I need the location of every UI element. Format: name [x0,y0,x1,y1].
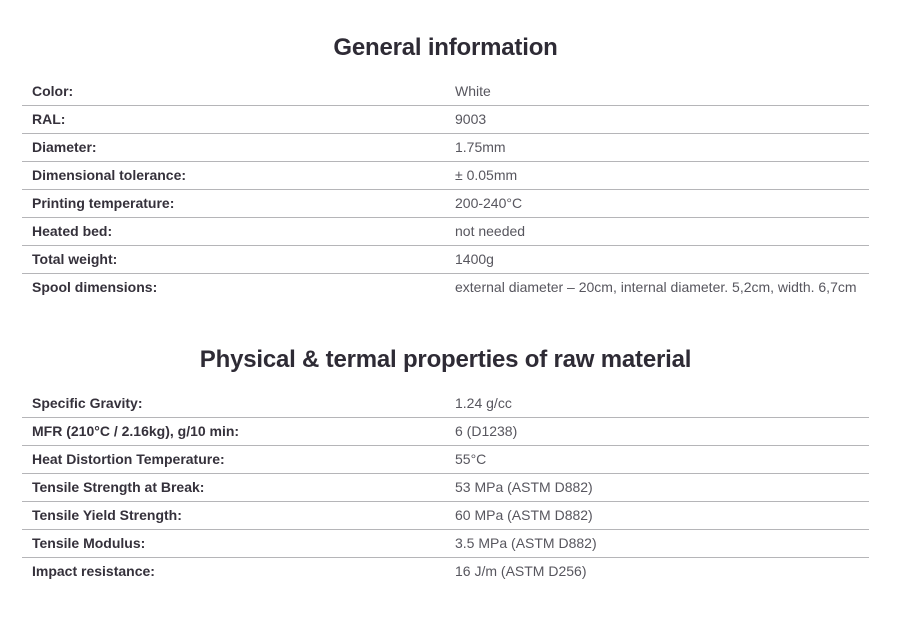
spec-label: RAL: [32,111,66,127]
spec-value: external diameter – 20cm, internal diameter. 5,2cm, width. 6,7cm [455,279,857,295]
spec-row [22,189,869,217]
spec-label: Impact resistance: [32,563,155,579]
spec-value: 60 MPa (ASTM D882) [455,507,593,523]
spec-row [22,273,869,301]
spec-value: 200-240°C [455,195,523,211]
spec-label: Color: [32,83,74,99]
spec-label: MFR (210°C / 2.16kg), g/10 min: [32,423,240,439]
spec-value: 6 (D1238) [455,423,518,439]
spec-label: Total weight: [32,251,118,267]
spec-row [22,390,869,417]
physical-properties-title: Physical & termal properties of raw material [199,346,692,373]
spec-value: 53 MPa (ASTM D882) [455,479,593,495]
spec-row [22,133,869,161]
spec-row [22,105,869,133]
spec-row [22,473,869,501]
spec-value: 3.5 MPa (ASTM D882) [455,535,597,551]
physical-properties-table [22,390,869,585]
spec-label: Heated bed: [32,223,113,239]
physical-properties-section [22,346,869,585]
spec-label: Printing temperature: [32,195,175,211]
spec-label: Tensile Yield Strength: [32,507,182,523]
spec-value: ± 0.05mm [455,167,518,183]
spec-label: Tensile Strength at Break: [32,479,205,495]
spec-label: Specific Gravity: [32,395,143,411]
spec-row [22,161,869,189]
spec-value: 16 J/m (ASTM D256) [455,563,587,579]
spec-value: 1.75mm [455,139,506,155]
spec-label: Spool dimensions: [32,279,158,295]
spec-value: 1400g [455,251,494,267]
spec-label: Tensile Modulus: [32,535,146,551]
spec-row [22,501,869,529]
spec-value: not needed [455,223,526,239]
spec-label: Heat Distortion Temperature: [32,451,225,467]
general-information-title: General information [333,34,558,61]
spec-row [22,78,869,105]
spec-row [22,445,869,473]
spec-row [22,217,869,245]
spec-value: White [455,83,491,99]
spec-label: Diameter: [32,139,97,155]
spec-row [22,557,869,585]
general-information-section [22,34,869,301]
spec-value: 55°C [455,451,487,467]
general-information-table [22,78,869,301]
spec-row [22,245,869,273]
spec-row [22,529,869,557]
spec-row [22,417,869,445]
spec-label: Dimensional tolerance: [32,167,187,183]
spec-value: 9003 [455,111,487,127]
spec-value: 1.24 g/cc [455,395,512,411]
